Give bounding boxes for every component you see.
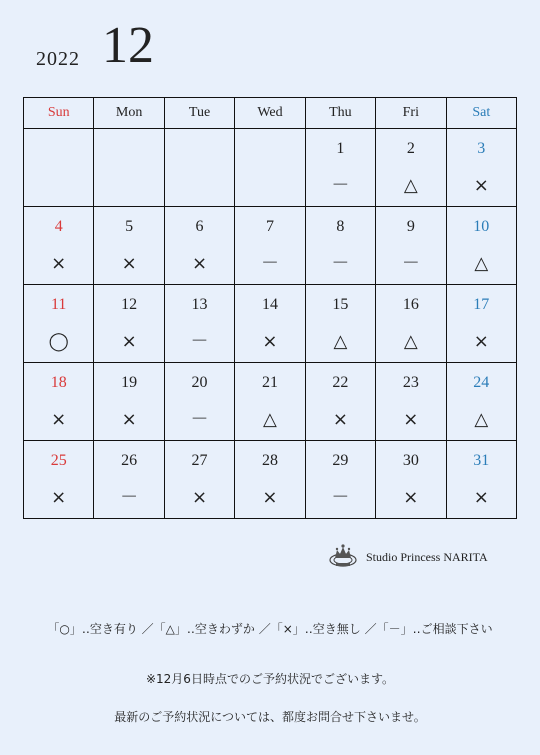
calendar-day-cell	[305, 129, 375, 207]
availability-mark: －	[331, 175, 350, 196]
month-label: 12	[102, 17, 154, 74]
availability-mark	[24, 175, 93, 197]
weekday-fri: Fri	[376, 98, 446, 129]
availability-mark: ×	[403, 409, 419, 430]
availability-mark: －	[331, 487, 350, 508]
availability-mark: ×	[332, 409, 348, 430]
calendar-day-cell	[305, 441, 375, 519]
availability-mark: ×	[192, 487, 208, 508]
calendar-day-cell	[164, 285, 234, 363]
availability-mark: △	[333, 331, 348, 352]
calendar-day-cell	[376, 129, 446, 207]
availability-mark: ×	[51, 409, 67, 430]
weekday-sun: Sun	[24, 98, 94, 129]
calendar-day-cell	[24, 363, 94, 441]
calendar-day-cell	[24, 207, 94, 285]
day-number: 3	[477, 140, 486, 157]
availability-mark: ×	[121, 331, 137, 352]
availability-mark: ×	[473, 175, 489, 196]
day-number: 28	[261, 452, 278, 469]
day-number: 25	[50, 452, 67, 469]
day-number: 31	[473, 452, 490, 469]
calendar-day-cell	[94, 363, 164, 441]
calendar-day-cell	[305, 207, 375, 285]
calendar-day-cell	[24, 441, 94, 519]
weekday-header-row	[24, 98, 517, 129]
calendar-day-cell	[94, 207, 164, 285]
availability-mark: －	[331, 253, 350, 274]
day-number: 14	[261, 296, 278, 313]
day-number: 26	[121, 452, 138, 469]
weekday-thu: Thu	[305, 98, 375, 129]
day-number: 5	[125, 218, 134, 235]
availability-mark: ×	[473, 331, 489, 352]
day-number: 10	[473, 218, 490, 235]
day-number	[24, 139, 93, 159]
availability-mark: ×	[121, 409, 137, 430]
availability-mark: ×	[51, 253, 67, 274]
studio-name: Studio Princess NARITA	[366, 550, 488, 564]
day-number: 4	[54, 218, 63, 235]
day-number: 30	[402, 452, 419, 469]
day-number	[165, 139, 234, 159]
availability-mark: △	[474, 253, 489, 274]
day-number	[235, 139, 304, 159]
day-number: 6	[195, 218, 204, 235]
calendar-day-cell	[235, 207, 305, 285]
calendar-day-cell	[164, 363, 234, 441]
calendar-day-cell	[446, 285, 516, 363]
availability-mark: ×	[192, 253, 208, 274]
day-number	[94, 139, 163, 159]
day-number: 2	[406, 140, 415, 157]
calendar-day-cell	[94, 441, 164, 519]
calendar-day-cell	[235, 441, 305, 519]
day-number: 18	[50, 374, 67, 391]
availability-mark: ◯	[48, 331, 69, 352]
availability-mark: ×	[51, 487, 67, 508]
day-number: 21	[261, 374, 278, 391]
availability-calendar	[23, 97, 517, 519]
calendar-day-cell	[376, 441, 446, 519]
calendar-day-cell	[235, 363, 305, 441]
weekday-mon: Mon	[94, 98, 164, 129]
calendar-day-cell	[305, 285, 375, 363]
calendar-day-cell	[446, 363, 516, 441]
day-number: 29	[332, 452, 349, 469]
day-number: 13	[191, 296, 208, 313]
availability-mark: △	[403, 175, 418, 196]
day-number: 7	[265, 218, 274, 235]
calendar-day-cell	[164, 129, 234, 207]
calendar-day-cell	[376, 363, 446, 441]
availability-mark: －	[260, 253, 279, 274]
calendar-day-cell	[446, 207, 516, 285]
calendar-week-row	[24, 285, 517, 363]
calendar-day-cell	[305, 363, 375, 441]
availability-mark: ×	[262, 331, 278, 352]
contact-note: 最新のご予約状況については、都度お問合せ下さいませ。	[114, 710, 426, 724]
availability-mark: ×	[473, 487, 489, 508]
crown-icon	[328, 542, 358, 568]
calendar-day-cell	[235, 129, 305, 207]
availability-mark: ×	[403, 487, 419, 508]
availability-mark	[94, 175, 163, 197]
day-number: 11	[51, 296, 67, 313]
day-number: 23	[402, 374, 419, 391]
calendar-day-cell	[235, 285, 305, 363]
availability-mark: －	[401, 253, 420, 274]
day-number: 9	[406, 218, 415, 235]
calendar-day-cell	[446, 129, 516, 207]
weekday-sat: Sat	[446, 98, 516, 129]
availability-legend: 「○」‥空き有り ／「△」‥空きわずか ／「×」‥空き無し ／「－」‥ご相談下さい	[47, 622, 493, 636]
day-number: 15	[332, 296, 349, 313]
day-number: 16	[402, 296, 419, 313]
availability-mark: △	[263, 409, 277, 430]
calendar-week-row	[24, 129, 517, 207]
calendar-day-cell	[376, 207, 446, 285]
calendar-day-cell	[164, 441, 234, 519]
day-number: 22	[332, 374, 349, 391]
day-number: 19	[121, 374, 138, 391]
status-date-note: ※12月6日時点でのご予約状況でございます。	[145, 672, 394, 686]
availability-mark: ×	[121, 253, 137, 274]
day-number: 8	[336, 218, 345, 235]
calendar-week-row	[24, 441, 517, 519]
weekday-tue: Tue	[164, 98, 234, 129]
calendar-week-row	[24, 363, 517, 441]
calendar-day-cell	[376, 285, 446, 363]
availability-mark: －	[190, 409, 209, 430]
availability-mark: △	[474, 409, 489, 430]
day-number: 17	[473, 296, 490, 313]
calendar-day-cell	[446, 441, 516, 519]
availability-mark: －	[120, 487, 139, 508]
availability-mark: ×	[262, 487, 278, 508]
calendar-week-row	[24, 207, 517, 285]
availability-mark: △	[403, 331, 418, 352]
weekday-wed: Wed	[235, 98, 305, 129]
calendar-day-cell	[24, 285, 94, 363]
calendar-day-cell	[94, 285, 164, 363]
availability-mark: －	[190, 331, 209, 352]
day-number: 24	[473, 374, 490, 391]
availability-mark	[235, 175, 304, 197]
day-number: 12	[121, 296, 138, 313]
calendar-day-cell	[94, 129, 164, 207]
availability-mark	[165, 175, 234, 197]
day-number: 1	[336, 140, 345, 157]
calendar-day-cell	[24, 129, 94, 207]
calendar-day-cell	[164, 207, 234, 285]
year-label: 2022	[36, 48, 80, 70]
day-number: 27	[191, 452, 208, 469]
day-number: 20	[191, 374, 208, 391]
